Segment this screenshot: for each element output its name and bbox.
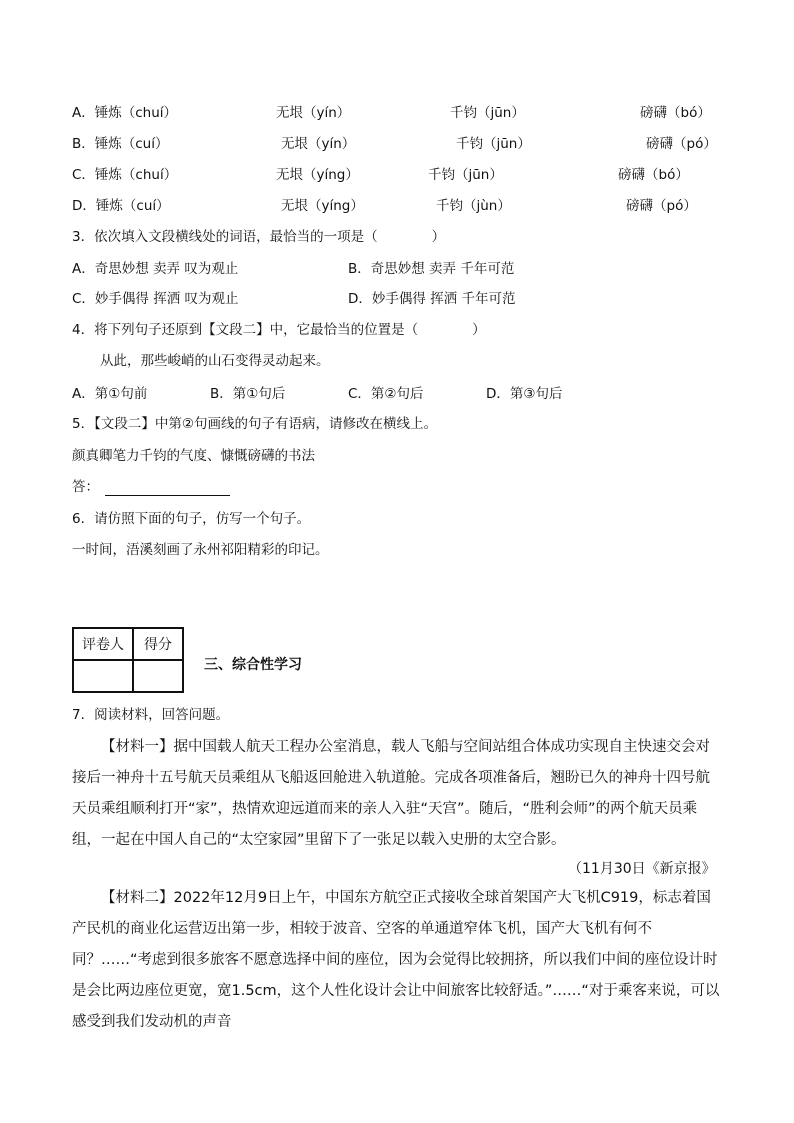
q2-c-2: 无垠（yíng） <box>276 167 359 183</box>
q4-option-c: C．第②句后 <box>348 386 424 402</box>
q7-material-2: 【材料二】2022年12月9日上午，中国东方航空正式接收全球首架国产大飞机C919，标志着国产民机的商业化运营迈出第一步，相较于波音、空客的单通道窄体飞机，国产大飞机有何不同？……“考虑到很多旅客不愿意选择中间的座位，因为会觉得比较拥挤，所以我们中间的座位设计时是会比两边座位更宽，宽1.5cm，这个人性化设计会让中间旅客比较舒适。”……“对于乘客来说，可以感受到我们发动机的声音 <box>72 890 720 1030</box>
q2-d-2: 无垠（yíng） <box>281 198 364 214</box>
q6-stem: 6．请仿照下面的句子，仿写一个句子。 <box>72 511 311 527</box>
q4-sentence: 从此，那些峻峭的山石变得灵动起来。 <box>100 353 330 369</box>
q2-c-1: C．锤炼（chuí） <box>72 167 178 183</box>
q3-option-c: C．妙手偶得 挥洒 叹为观止 <box>72 291 239 307</box>
q2-c-3: 千钧（jūn） <box>428 167 503 183</box>
q5-sentence: 颜真卿笔力千钧的气度、慷慨磅礴的书法 <box>72 448 315 464</box>
q3-option-b: B．奇思妙想 卖弄 千年可范 <box>348 261 515 277</box>
q6-sentence: 一时间，浯溪刻画了永州祁阳精彩的印记。 <box>72 542 329 558</box>
q2-b-4: 磅礴（pó） <box>646 136 717 152</box>
q4-option-d: D．第③句后 <box>486 386 563 402</box>
q2-d-4: 磅礴（pó） <box>626 198 697 214</box>
score-table-grader-cell[interactable] <box>73 660 133 692</box>
q5-stem: 5．【文段二】中第②句画线的句子有语病，请修改在横线上。 <box>72 416 437 432</box>
q4-option-b: B．第①句后 <box>210 386 286 402</box>
q2-a-2: 无垠（yín） <box>276 105 351 121</box>
q3-option-a: A．奇思妙想 卖弄 叹为观止 <box>72 261 239 277</box>
q7-material-1: 【材料一】据中国载人航天工程办公室消息，载人飞船与空间站组合体成功实现自主快速交会对接后一神舟十五号航天员乘组从飞船返回舱进入轨道舱。完成各项准备后，翘盼已久的神舟十四号航天员乘组顺利打开“家”，热情欢迎远道而来的亲人入驻“天宫”。随后，“胜利会师”的两个航天员乘组，一起在中国人自己的“太空家园”里留下了一张足以载入史册的太空合影。 <box>72 739 710 848</box>
q5-answer <box>72 478 230 496</box>
q7-source-1: （11月30日《新京报》 <box>568 861 716 877</box>
q2-c-4: 磅礴（bó） <box>618 167 689 183</box>
q2-b-3: 千钧（jūn） <box>456 136 531 152</box>
q5-answer-blank[interactable] <box>105 481 230 496</box>
q2-d-3: 千钧（jùn） <box>436 198 511 214</box>
score-table-header-score: 得分 <box>133 628 183 660</box>
q4-option-a: A．第①句前 <box>72 386 148 402</box>
q2-b-1: B．锤炼（cuí） <box>72 136 169 152</box>
q2-a-1: A．锤炼（chuí） <box>72 105 178 121</box>
score-table <box>72 627 184 693</box>
q3-stem: 3．依次填入文段横线处的词语，最恰当的一项是（ ） <box>72 229 446 245</box>
q2-d-1: D．锤炼（cuí） <box>72 198 170 214</box>
q2-b-2: 无垠（yín） <box>281 136 356 152</box>
score-table-score-cell[interactable] <box>133 660 183 692</box>
q2-a-3: 千钧（jūn） <box>450 105 525 121</box>
q5-answer-label: 答： <box>72 479 99 495</box>
q7-stem: 7．阅读材料，回答问题。 <box>72 707 230 723</box>
q2-a-4: 磅礴（bó） <box>640 105 711 121</box>
section-title: 三、综合性学习 <box>204 657 302 673</box>
q4-stem: 4．将下列句子还原到【文段二】中，它最恰当的位置是（ ） <box>72 322 486 338</box>
q3-option-d: D．妙手偶得 挥洒 千年可范 <box>348 291 516 307</box>
score-table-header-grader: 评卷人 <box>73 628 133 660</box>
